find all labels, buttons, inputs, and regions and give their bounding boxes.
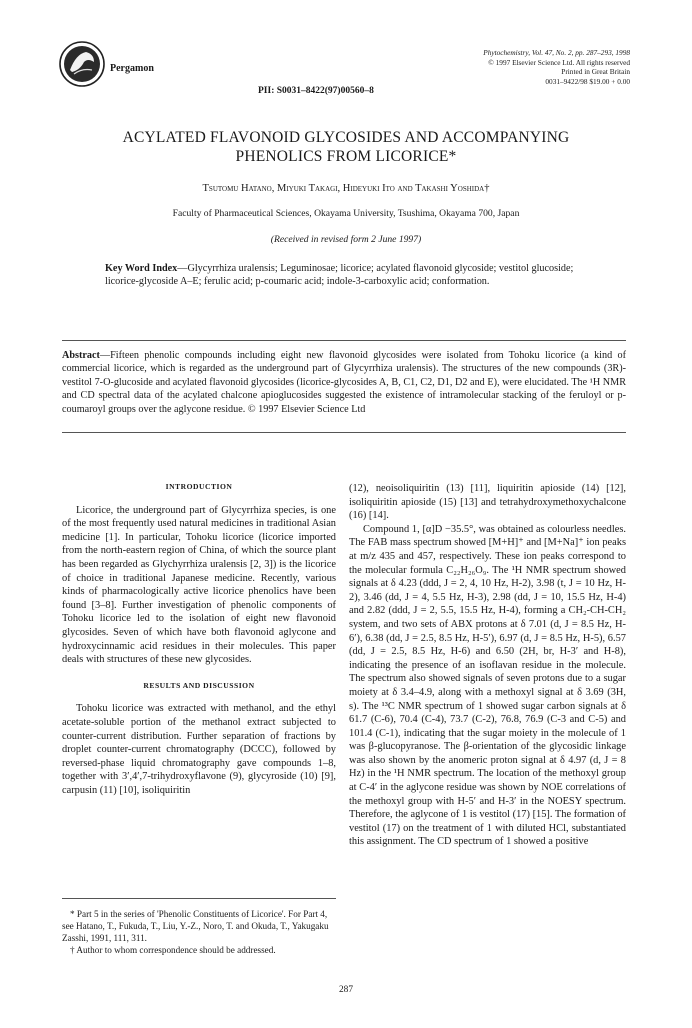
footnote-series: * Part 5 in the series of 'Phenolic Constituents of Licorice'. For Part 4, see Hatano, T., Fukuda, T., Liu, Y.-Z., Noro, T. and Okuda, T., Yakugaku Zasshi, 1991, 111, 311. [62,909,329,943]
introduction-heading: INTRODUCTION [165,482,233,491]
page-number: 287 [338,985,354,995]
abstract-text: —Fifteen phenolic compounds including eight new flavonoid glycosides were isolated from Tohoku licorice (a kind of commercial licorice, which is regarded as the underground part of Glycyrrhiza uralensis). The structures of the new compounds (3R)-vestitol 7-O-glucoside and acylated flavonoid glycosides (licorice-glycosides A, B, C1, C2, D1, D2 and E), were elucidated. The ¹H NMR and CD spectral data of the acylated chalcone apioglucosides suggested the existence of intramolecular stacking of the feruloyl or p-coumaroyl groups over the aglycone residue. © 1997 Elsevier Science Ltd [62,350,626,415]
footnote-rule [62,898,336,899]
introduction-paragraph: Licorice, the underground part of Glycyrrhiza species, is one of the most frequently used natural medicines in traditional Asian medicine [1]. In particular, Tohoku licorice (licorice imported from the north-eastern region of China, of which the source plant has been regarded as Glychyrrhiza uralensis [2, 3]) is the licorice of choice in traditional Japanese medicine. Recently, various kinds of pharmacologically active licorice phenolics have been found [3–8]. Further investigation of phenolic components of Tohoku licorice led to the isolation of eight new flavonoid glycosides. Seven of which have both flavonoid aglycone and hydroxycinnamic acid residues in their molecules. This paper deals with structures of these new glycosides. [62,504,336,666]
received-date: (Received in revised form 2 June 1997) [270,234,422,245]
results-heading: RESULTS AND DISCUSSION [143,680,255,690]
journal-line-3: Printed in Great Britain [561,67,630,77]
article-title [60,128,632,166]
footnote-correspondence: † Author to whom correspondence should be addressed. [70,945,276,955]
abstract-bottom-rule [62,432,626,433]
abstract-top-rule [62,340,626,341]
keyword-index [105,262,597,289]
right-paragraph-2: Compound 1, [α]D −35.5°, was obtained as colourless needles. The FAB mass spectrum showed [M+H]⁺ and [M+Na]⁺ ion peaks at m/z 435 and 457, respectively. These ion peaks correspond to the molecular formula C₂₂H₂₆O₉. The ¹H NMR spectrum showed signals at δ 4.23 (ddd, J = 2, 4, 10 Hz, H-2), 3.98 (t, J = 10 Hz, H-2), 3.46 (dd, J = 4, 5.5 Hz, H-3), 2.98 (dd, J = 10, 15.5 Hz, H-4) and 2.82 (ddd, J = 2, 5.5, 15.5 Hz, H-4), forming a CH₂-CH-CH₂ system, and two sets of ABX protons at δ 7.01 (d, J = 8.5 Hz, H-6′), 6.38 (dd, J = 2.5, 8.5 Hz, H-5′), 6.97 (d, J = 8.5 Hz, H-5), 6.57 (dd, J = 2.5, 8.5 Hz, H-6) and 6.50 (2H, br, H-3′ and H-8), indicating the presence of an isoflavan residue in the molecule. The spectrum also showed signals of seven protons due to a sugar moiety at δ 3.4–4.9, along with a methoxyl signal at δ 3.69 (3H, s). The ¹³C NMR spectrum of 1 showed sugar carbon signals at δ 61.7 (C-6), 70.4 (C-4), 73.7 (C-2), 76.8, 76.9 (C-3 and C-5) and 101.4 (C-1), indicating that the sugar moiety in the molecule of 1 was β-glucopyranose. The β-orientation of the glycosidic linkage was also shown by the anomeric proton signal at δ 4.97 (d, J = 8 Hz) in the ¹H NMR spectrum. The location of the methoxyl group at C-4′ in the aglycone residue was shown by NOE correlations of the methoxyl group with H-5′ and H-3′ in the NOESY spectrum. Therefore, the aglycone of 1 is vestitol (17) [15]. The formation of vestitol (17) on the treatment of 1 with diluted HCl, substantiated this assignment. The CD spectrum of 1 showed a positive [349,523,626,848]
keywords-label: Key Word Index [105,263,178,274]
journal-citation [483,48,630,86]
abstract [62,349,626,416]
right-column [349,482,626,849]
journal-line-4: 0031–9422/98 $19.00 + 0.00 [545,76,630,86]
abstract-label: Abstract [62,350,100,361]
left-column [62,480,336,797]
results-paragraph: Tohoku licorice was extracted with methanol, and the ethyl acetate-soluble portion of the methanol extract subjected to counter-current distribution. Further separation of fractions by droplet counter-current chromatography (DCCC), followed by reversed-phase liquid chromatography gave compounds 1–8, together with 3′,4′,7-trihydroxyflavone (9), glycyroside (10) [9], carpusin (11) [10], isoliquiritin [62,703,336,796]
title-line-2: PHENOLICS FROM LICORICE* [235,148,457,165]
journal-line-2: © 1997 Elsevier Science Ltd. All rights reserved [488,57,630,67]
journal-line-1: Phytochemistry, Vol. 47, No. 2, pp. 287–293, 1998 [483,48,630,57]
affiliation: Faculty of Pharmaceutical Sciences, Okayama University, Tsushima, Okayama 700, Japan [172,208,520,219]
author-list: Tsutomu Hatano, Miyuki Takagi, Hideyuki Ito and Takashi Yoshida† [202,183,490,194]
publisher-name: Pergamon [110,63,154,74]
title-line-1: ACYLATED FLAVONOID GLYCOSIDES AND ACCOMPANYING [122,129,570,146]
right-paragraph-1: (12), neoisoliquiritin (13) [11], liquiritin apioside (14) [12], isoliquiritin apioside (15) [13] and tetrahydroxymethoxychalcone (16) [14]. [349,483,626,522]
keywords-text: —Glycyrrhiza uralensis; Leguminosae; licorice; acylated flavonoid glycoside; vestitol glucoside; licorice-glycoside A–E; ferulic acid; p-coumaric acid; indole-3-carboxylic acid; conformation. [105,263,574,288]
pergamon-logo-icon [58,40,106,88]
footnotes [62,908,336,956]
pii-code: PII: S0031–8422(97)00560–8 [258,86,374,96]
